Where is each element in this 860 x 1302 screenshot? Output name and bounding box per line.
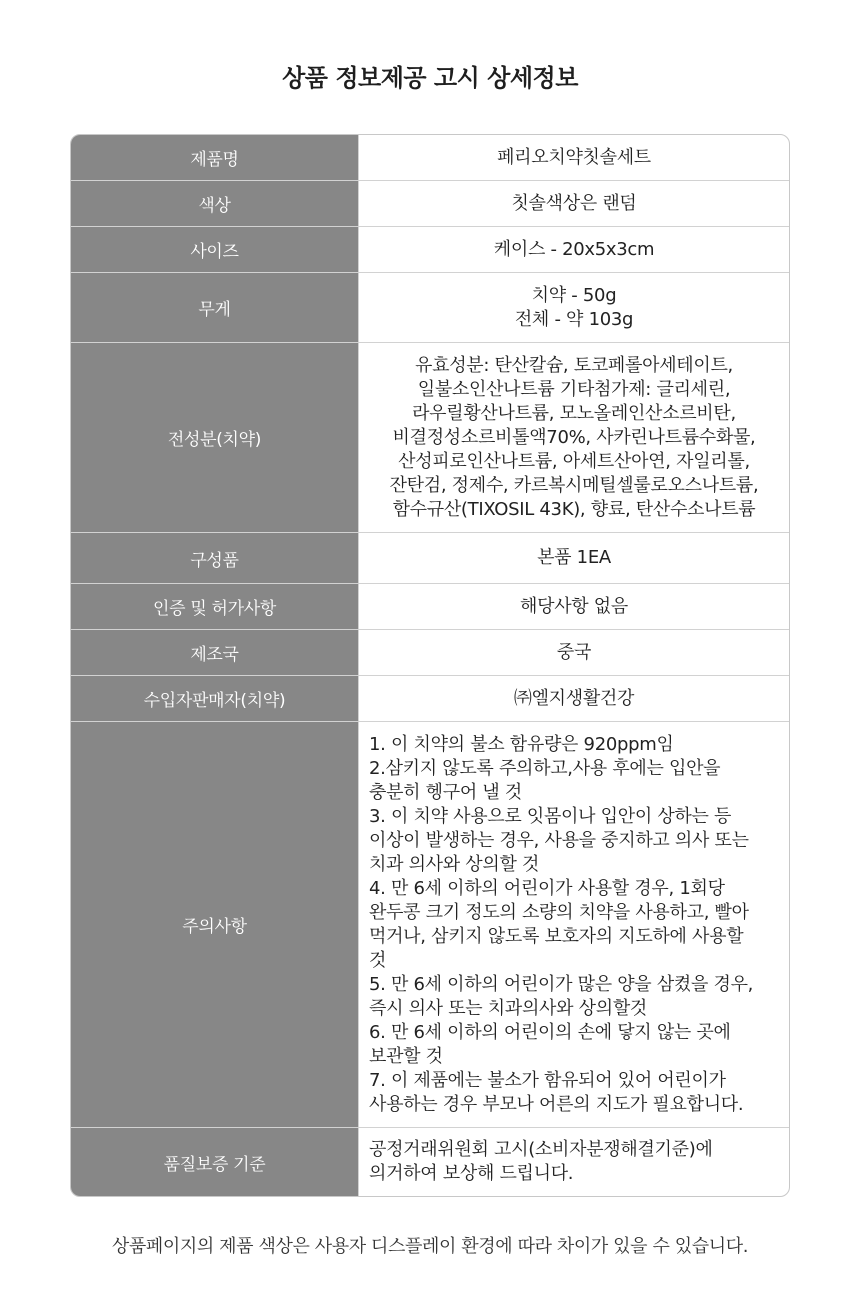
row-value (359, 1128, 789, 1196)
row-label: 주의사항 (71, 722, 359, 1127)
table-row-importer (71, 675, 789, 721)
row-value (359, 227, 789, 272)
row-value-text: 유효성분: 탄산칼슘, 토코페롤아세테이트, 일불소인산나트륨 기타첨가제: 글리세린, 라우릴황산나트륨, 모노올레인산소르비탄, 비결정성소르비톨액70%, 사카린나트륨수화물, 산성피로인산나트륨, 아세트산아연, 자일리톨, 잔탄검, 정제수, 카르복시메틸셀룰로오스나트륨, 함수규산(TIXOSIL 43K), 향료, 탄산수소나트륨 (389, 354, 759, 520)
table-row-color (71, 180, 789, 226)
row-value-text: 페리오치약칫솔세트 (497, 146, 651, 168)
row-value (359, 722, 789, 1127)
row-value-text: 중국 (556, 641, 592, 663)
product-info-table (70, 134, 790, 1197)
row-value (359, 135, 789, 180)
row-value-text: 해당사항 없음 (520, 595, 628, 617)
table-row-product-name (71, 135, 789, 180)
row-value-text: 치약 - 50g 전체 - 약 103g (514, 284, 634, 330)
page-title: 상품 정보제공 고시 상세정보 (282, 64, 578, 92)
row-value-text: ㈜엘지생활건강 (513, 687, 635, 709)
row-label: 인증 및 허가사항 (71, 584, 359, 629)
table-row-weight (71, 272, 789, 342)
row-value (359, 273, 789, 342)
row-label: 사이즈 (71, 227, 359, 272)
row-label: 제품명 (71, 135, 359, 180)
table-row-quality-guarantee (71, 1127, 789, 1196)
row-value (359, 676, 789, 721)
table-row-components (71, 532, 789, 583)
row-value-text: 1. 이 치약의 불소 함유량은 920ppm임 2.삼키지 않도록 주의하고,사용 후에는 입안을 충분히 헹구어 낼 것 3. 이 치약 사용으로 잇몸이나 입안이 상하는 등 이상이 발생하는 경우, 사용을 중지하고 의사 또는 치과 의사와 상의할 것 4. 만 6세 이하의 어린이가 사용할 경우, 1회당 완두콩 크기 정도의 소량의 치약을 사용하고, 빨아 먹거나, 삼키지 않도록 보호자의 지도하에 사용할 것 5. 만 6세 이하의 어린이가 많은 양을 삼켰을 경우, 즉시 의사 또는 치과의사와 상의할것 6. 만 6세 이하의 어린이의 손에 닿지 않는 곳에 보관할 것 7. 이 제품에는 불소가 함유되어 있어 어린이가 사용하는 경우 부모나 어른의 지도가 필요합니다. (369, 733, 754, 1115)
table-row-precautions (71, 721, 789, 1127)
row-value (359, 584, 789, 629)
table-row-ingredients (71, 342, 789, 532)
row-label: 전성분(치약) (71, 343, 359, 532)
row-value-text: 케이스 - 20x5x3cm (493, 238, 655, 260)
row-value-text: 공정거래위원회 고시(소비자분쟁해결기준)에 의거하여 보상해 드립니다. (369, 1139, 713, 1184)
row-label: 제조국 (71, 630, 359, 675)
row-value-text: 칫솔색상은 랜덤 (511, 192, 637, 214)
row-label: 품질보증 기준 (71, 1128, 359, 1196)
table-row-origin (71, 629, 789, 675)
row-value (359, 533, 789, 583)
row-value (359, 343, 789, 532)
row-value (359, 181, 789, 226)
table-row-certification (71, 583, 789, 629)
row-label: 색상 (71, 181, 359, 226)
row-value (359, 630, 789, 675)
footer-note: 상품페이지의 제품 색상은 사용자 디스플레이 환경에 따라 차이가 있을 수 있습니다. (111, 1236, 749, 1257)
row-label: 수입자판매자(치약) (71, 676, 359, 721)
row-label: 무게 (71, 273, 359, 342)
row-value-text: 본품 1EA (537, 547, 611, 568)
row-label: 구성품 (71, 533, 359, 583)
table-row-size (71, 226, 789, 272)
